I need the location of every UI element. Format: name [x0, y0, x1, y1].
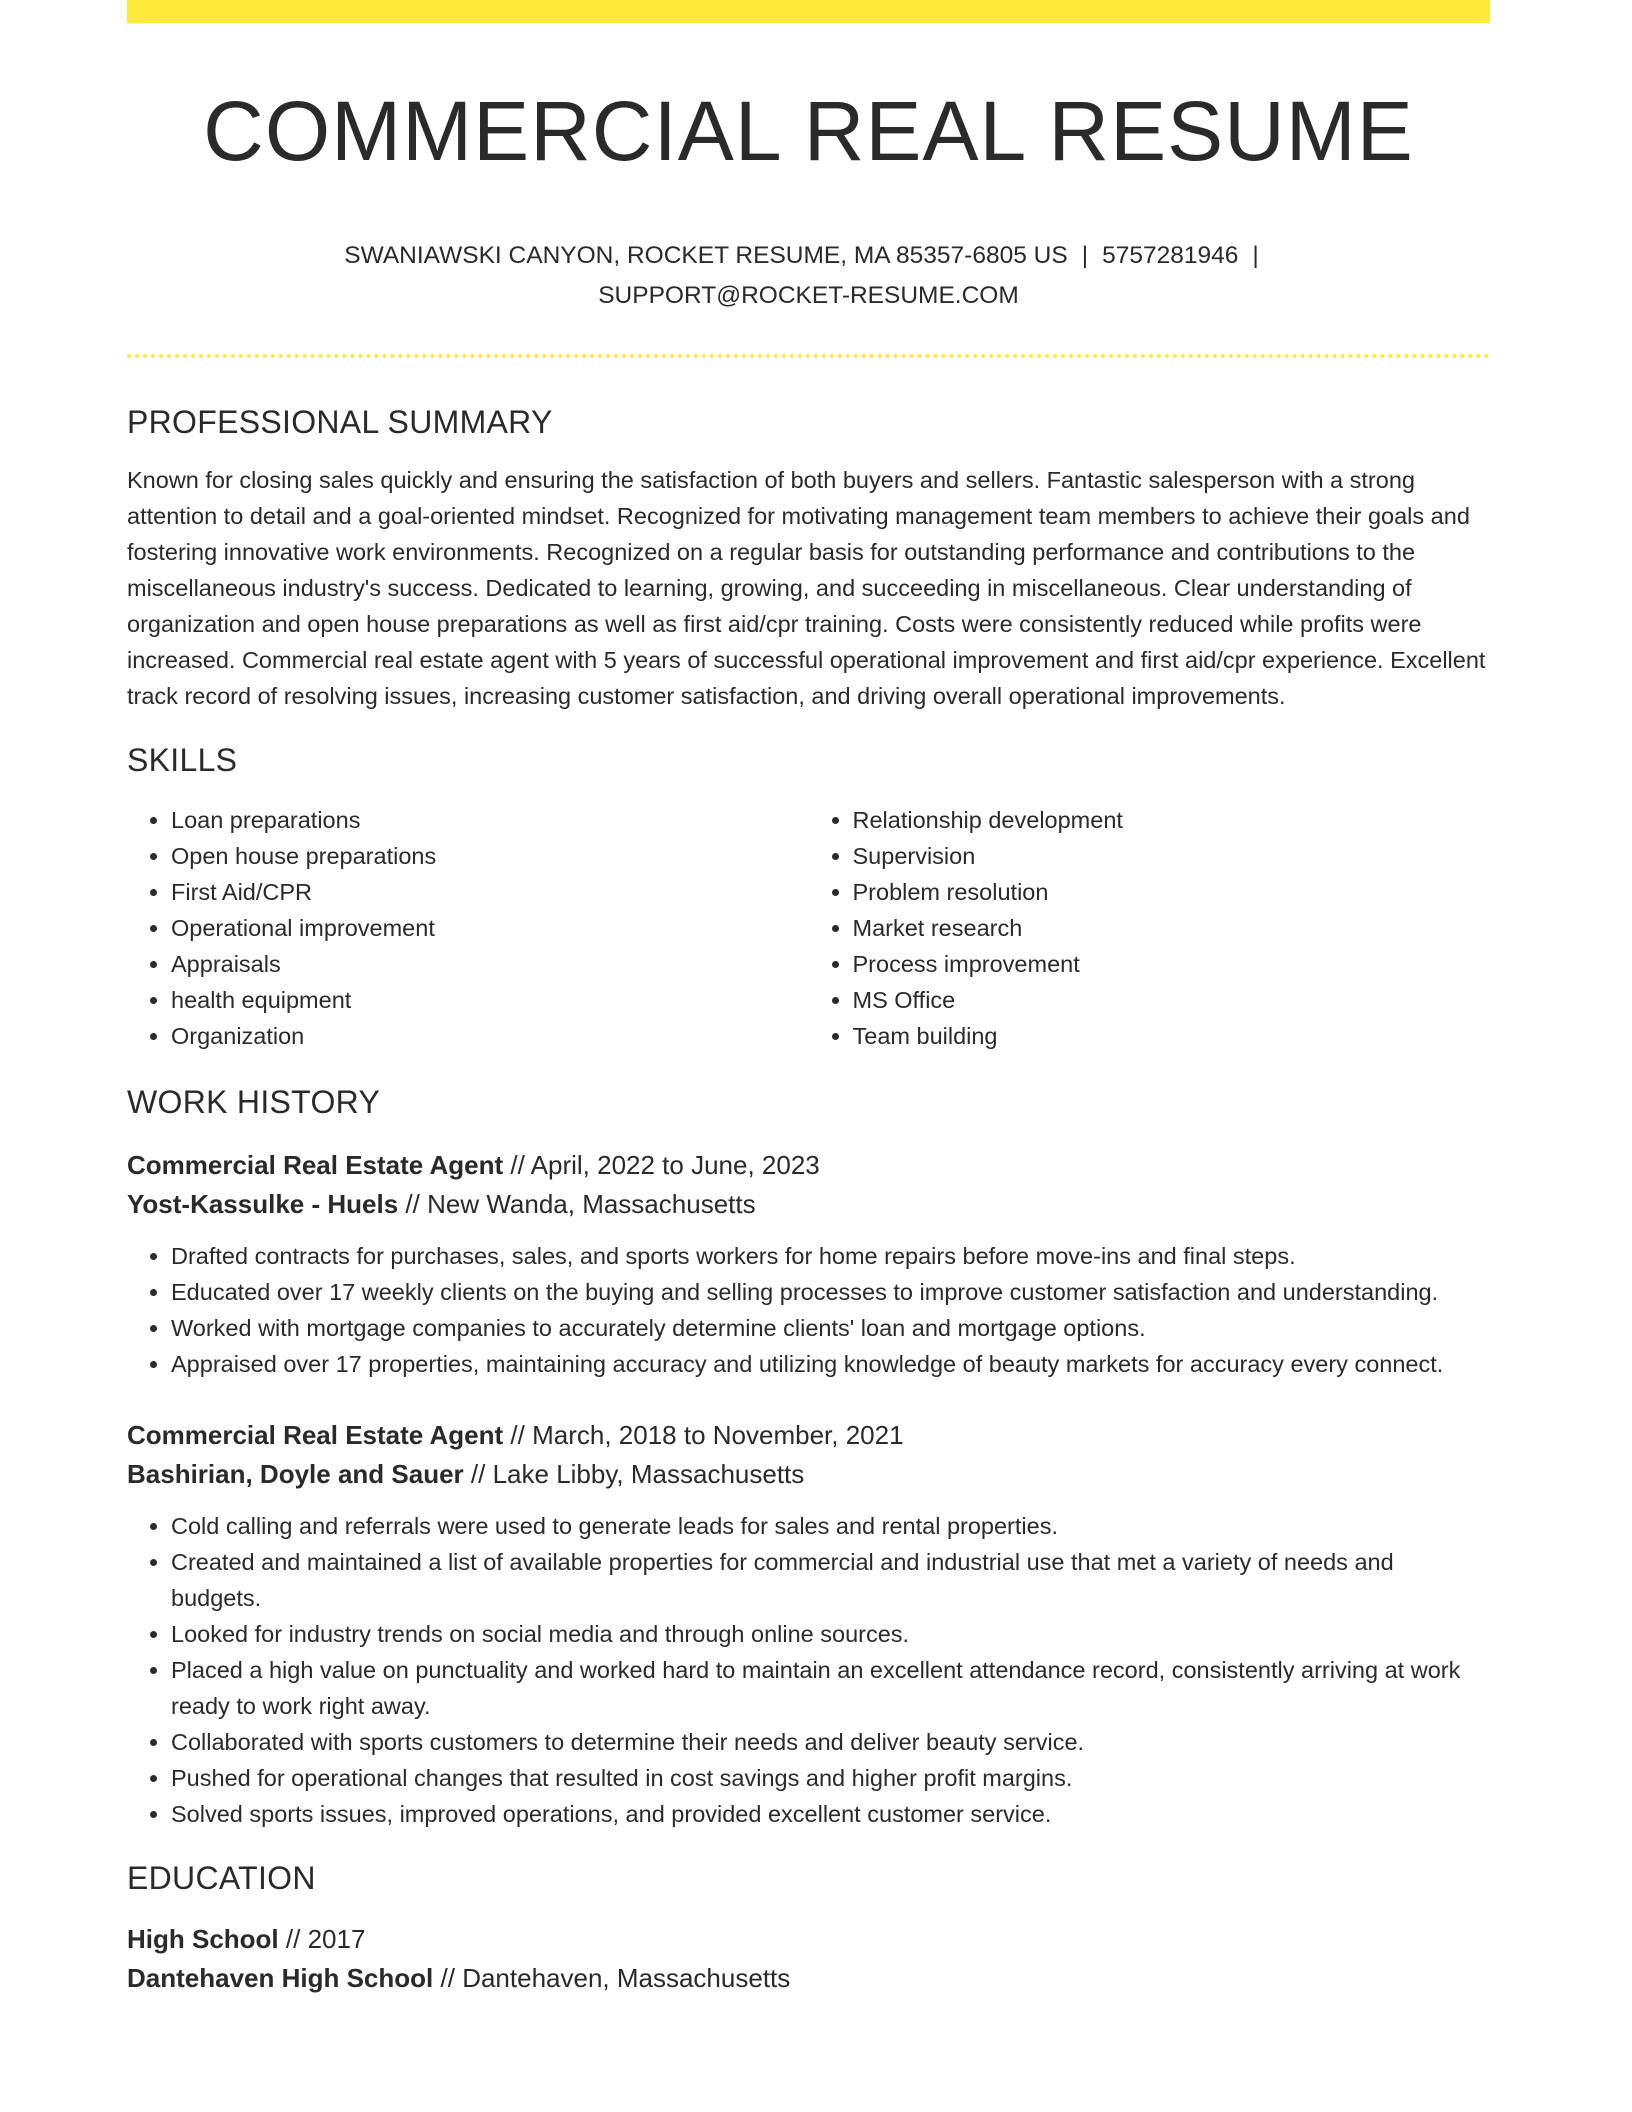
education-school: Dantehaven High School	[127, 1963, 434, 1994]
job-company: Yost-Kassulke - Huels	[127, 1189, 399, 1220]
education-heading: EDUCATION	[127, 1860, 316, 1897]
contact-email: SUPPORT@ROCKET-RESUME.COM	[598, 282, 1019, 310]
job-title-line	[127, 1416, 1490, 1455]
skill-item: • Open house preparations	[171, 838, 809, 874]
accent-top-bar	[127, 0, 1490, 23]
resume-content	[127, 23, 1490, 1998]
job-title: Commercial Real Estate Agent	[127, 1150, 504, 1181]
skills-list	[127, 802, 1490, 1054]
resume-title: COMMERCIAL REAL RESUME	[203, 84, 1414, 178]
job-bullets	[127, 1508, 1490, 1832]
job-bullet: • Drafted contracts for purchases, sales, and sports workers for home repairs before move-ins and final steps.	[171, 1238, 1490, 1274]
job-dates: April, 2022 to June, 2023	[530, 1150, 820, 1181]
work-history-heading: WORK HISTORY	[127, 1084, 381, 1121]
contact-phone: 5757281946	[1102, 242, 1239, 270]
job-bullet: • Worked with mortgage companies to accurately determine clients' loan and mortgage options.	[171, 1310, 1490, 1346]
skill-item: • Appraisals	[171, 946, 809, 982]
skill-item: • Process improvement	[853, 946, 1491, 982]
field-separator: //	[470, 1459, 486, 1490]
contact-line-1	[127, 236, 1490, 276]
job-bullets	[127, 1238, 1490, 1382]
field-separator: //	[285, 1924, 301, 1955]
contact-info	[127, 236, 1490, 316]
job-bullet: • Created and maintained a list of available properties for commercial and industrial use that met a variety of needs and budgets.	[171, 1544, 1490, 1616]
dotted-divider	[127, 354, 1490, 358]
job-location: New Wanda, Massachusetts	[427, 1189, 756, 1220]
contact-separator: |	[1081, 242, 1089, 270]
skills-column-right	[809, 802, 1491, 1054]
summary-text: Known for closing sales quickly and ensuring the satisfaction of both buyers and sellers. Fantastic salesperson with a strong attention to detail and a goal-oriented mindset. Recognized for motivating management team members to achieve their goals and fostering innovative work environments. Recognized on a regular basis for outstanding performance and contributions to the miscellaneous industry's success. Dedicated to learning, growing, and succeeding in miscellaneous. Clear understanding of organization and open house preparations as well as first aid/cpr training. Costs were consistently reduced while profits were increased. Commercial real estate agent with 5 years of successful operational improvement and first aid/cpr experience. Excellent track record of resolving issues, increasing customer satisfaction, and driving overall operational improvements.	[127, 467, 1486, 710]
education-degree-line	[127, 1920, 1490, 1959]
job-bullet: • Cold calling and referrals were used to generate leads for sales and rental properties.	[171, 1508, 1490, 1544]
skill-item: • MS Office	[853, 982, 1491, 1018]
job-company-line	[127, 1185, 1490, 1224]
summary-heading: PROFESSIONAL SUMMARY	[127, 404, 553, 441]
job-company-line	[127, 1455, 1490, 1494]
job-title: Commercial Real Estate Agent	[127, 1420, 504, 1451]
job-dates: March, 2018 to November, 2021	[532, 1420, 904, 1451]
skills-column-left	[127, 802, 809, 1054]
job-entry	[127, 1146, 1490, 1382]
job-company: Bashirian, Doyle and Sauer	[127, 1459, 464, 1490]
job-entry	[127, 1416, 1490, 1832]
job-location: Lake Libby, Massachusetts	[492, 1459, 805, 1490]
job-bullet: • Appraised over 17 properties, maintaining accuracy and utilizing knowledge of beauty markets for accuracy every connect.	[171, 1346, 1490, 1382]
skill-item: • Team building	[853, 1018, 1491, 1054]
skills-heading: SKILLS	[127, 742, 238, 779]
field-separator: //	[510, 1420, 525, 1451]
job-bullet: • Placed a high value on punctuality and worked hard to maintain an excellent attendance record, consistently arriving at work ready to work right away.	[171, 1652, 1490, 1724]
contact-address: SWANIAWSKI CANYON, ROCKET RESUME, MA 85357-6805 US	[344, 242, 1068, 270]
skill-item: • Problem resolution	[853, 874, 1491, 910]
skill-item: • health equipment	[171, 982, 809, 1018]
job-bullet: • Pushed for operational changes that resulted in cost savings and higher profit margins.	[171, 1760, 1490, 1796]
education-year: 2017	[307, 1924, 366, 1955]
contact-separator: |	[1252, 242, 1259, 270]
field-separator: //	[440, 1963, 455, 1994]
contact-line-2	[127, 276, 1490, 316]
job-bullet: • Solved sports issues, improved operations, and provided excellent customer service.	[171, 1796, 1490, 1832]
job-bullet: • Collaborated with sports customers to determine their needs and deliver beauty service.	[171, 1724, 1490, 1760]
job-bullet: • Educated over 17 weekly clients on the buying and selling processes to improve customer satisfaction and understanding.	[171, 1274, 1490, 1310]
skill-item: • Organization	[171, 1018, 809, 1054]
education-degree: High School	[127, 1924, 279, 1955]
education-entry	[127, 1920, 1490, 1998]
field-separator: //	[510, 1150, 525, 1181]
skill-item: • First Aid/CPR	[171, 874, 809, 910]
education-school-line	[127, 1959, 1490, 1998]
field-separator: //	[405, 1189, 420, 1220]
skill-item: • Relationship development	[853, 802, 1491, 838]
skill-item: • Loan preparations	[171, 802, 809, 838]
education-location: Dantehaven, Massachusetts	[462, 1963, 791, 1994]
skill-item: • Operational improvement	[171, 910, 809, 946]
skill-item: • Market research	[853, 910, 1491, 946]
skill-item: • Supervision	[853, 838, 1491, 874]
job-bullet: • Looked for industry trends on social media and through online sources.	[171, 1616, 1490, 1652]
job-title-line	[127, 1146, 1490, 1185]
